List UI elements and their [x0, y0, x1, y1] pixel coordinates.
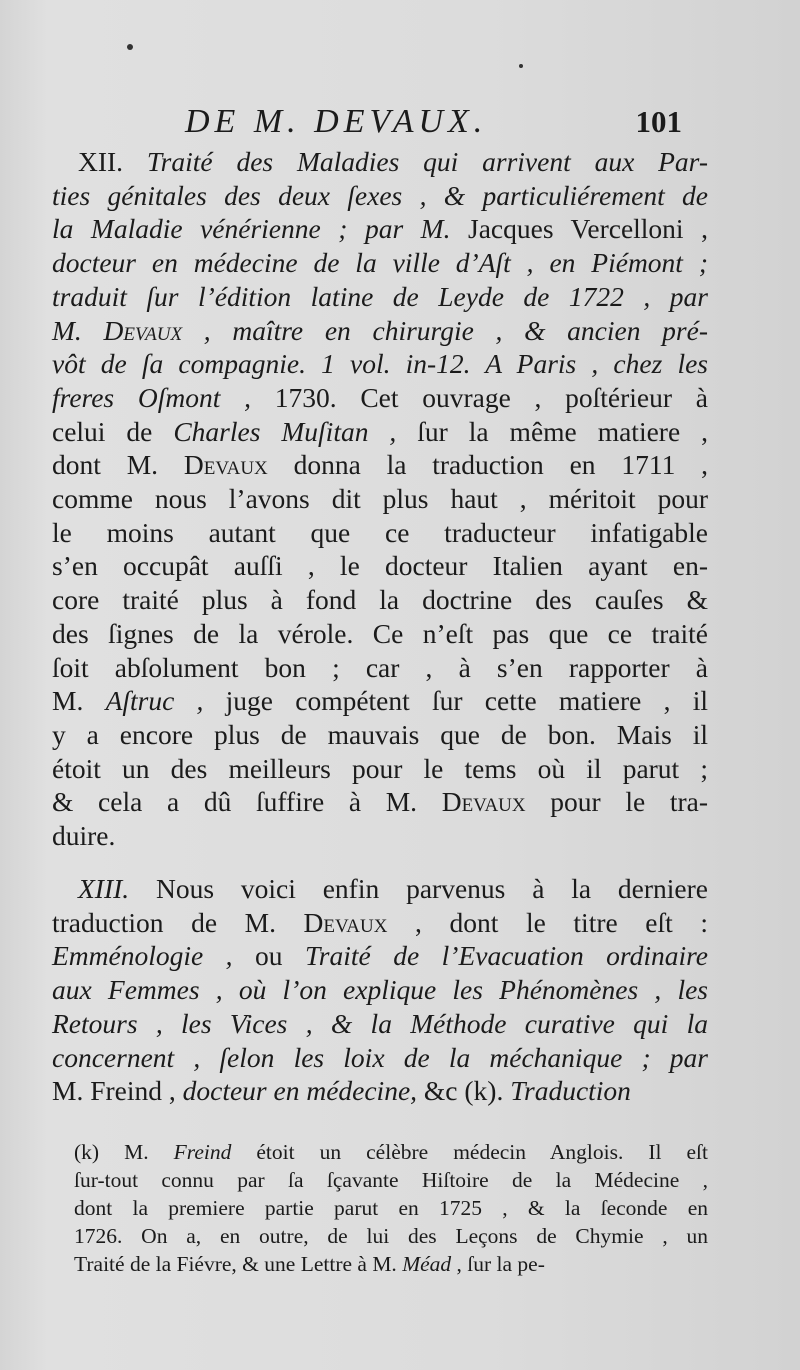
text-run: 1730. Cet ouvrage , poſtérieur à [274, 381, 708, 413]
text-run: M. [52, 685, 106, 717]
text-line [52, 684, 708, 718]
text-run: duire. [52, 820, 116, 852]
footnote-line [74, 1250, 708, 1278]
text-run: Nous voici enfin parvenus à la derniere [156, 873, 708, 904]
text-run: 1726. On a, en outre, de lui des Leçons de Chymie , un [74, 1224, 708, 1248]
footnote-line [74, 1138, 708, 1166]
text-run: étoit un des meilleurs pour le tems où il parut ; [52, 752, 708, 784]
text-run: Emménologie , [52, 940, 256, 972]
text-line [52, 179, 708, 213]
text-line [52, 819, 708, 853]
text-run: &c (k). [423, 1075, 511, 1107]
footnote-line [74, 1222, 708, 1250]
text-run: y a encore plus de mauvais que de bon. Mais il [52, 718, 708, 750]
text-run: dont la premiere partie parut en 1725 , & la ſeconde en [74, 1196, 708, 1220]
text-run: Devaux [441, 786, 526, 818]
text-run: Jacques Vercelloni , [468, 213, 708, 245]
text-line [52, 1041, 708, 1075]
text-run: Méad [402, 1252, 452, 1276]
text-line [52, 415, 708, 449]
text-run: Charles Muſitan , [173, 415, 418, 447]
text-line [52, 482, 708, 516]
text-run: Devaux [303, 906, 388, 938]
text-run: Traduction [510, 1075, 631, 1107]
text-line [52, 246, 708, 280]
text-run: Retours , les Vices , & la Méthode curative qui la [52, 1007, 708, 1039]
text-run: la Maladie vénérienne ; par M. [52, 213, 468, 245]
text-line [52, 381, 708, 415]
text-run: pour le tra- [525, 786, 708, 818]
text-line [52, 1074, 708, 1108]
text-run: Traité de l’Evacuation ordinaire [305, 940, 709, 972]
text-run: dont M. [52, 449, 184, 481]
ink-speck [519, 64, 523, 68]
text-run: docteur en médecine de la ville d’Aſt , en Piémont ; [52, 247, 708, 279]
text-run: docteur en médecine, [182, 1075, 424, 1107]
text-run: étoit un célèbre médecin Anglois. Il eſt [231, 1140, 709, 1164]
text-run: juge compétent ſur cette matiere , il [225, 685, 708, 717]
text-line [52, 583, 708, 617]
text-line [52, 906, 708, 940]
text-line [52, 1007, 708, 1041]
text-line [52, 973, 708, 1007]
text-run: ſur-tout connu par ſa ſçavante Hiſtoire de la Médecine , [74, 1168, 708, 1192]
text-run: concernent , ſelon les loix de la méchanique ; par [52, 1041, 708, 1073]
paragraph-xiii [52, 872, 708, 1108]
text-line [52, 314, 708, 348]
text-line [52, 651, 708, 685]
text-run: XII. [78, 146, 147, 177]
text-run: Traité des Maladies qui arrivent aux Par- [146, 146, 708, 177]
text-line [52, 718, 708, 752]
text-run: s’en occupât auſſi , le docteur Italien ayant en- [52, 550, 708, 582]
text-run: celui de [52, 415, 174, 447]
text-run: ſur la même matiere , [417, 415, 708, 447]
text-run: Traité de la Fiévre, & une Lettre à M. [74, 1252, 403, 1276]
text-run: comme nous l’avons dit plus haut , méritoit pour [52, 483, 708, 515]
text-run: vôt de ſa compagnie. 1 vol. in-12. A Paris , chez les [52, 348, 708, 380]
text-run: aux Femmes , où l’on explique les Phénomènes , les [52, 974, 708, 1006]
text-line [52, 549, 708, 583]
text-run: ou [255, 940, 306, 972]
text-run: , ſur la pe- [451, 1252, 545, 1276]
page-header [185, 103, 682, 141]
text-run: traduction de M. [52, 906, 304, 938]
page-number: 101 [635, 104, 682, 139]
text-run: des ſignes de la vérole. Ce n’eſt pas que ce traité [52, 617, 708, 649]
text-line [52, 212, 708, 246]
text-run: le moins autant que ce traducteur infatigable [52, 516, 708, 548]
text-run: Aſtruc , [105, 685, 226, 717]
running-head: DE M. DEVAUX. [185, 103, 488, 140]
text-line [52, 939, 708, 973]
text-run: , dont le titre eſt : [387, 906, 708, 938]
text-run: freres Oſmont , [52, 381, 275, 413]
footnote-line [74, 1194, 708, 1222]
text-run: & cela a dû ſuffire à M. [52, 786, 442, 818]
text-run: XIII. [78, 873, 156, 904]
text-line [52, 145, 708, 179]
text-run: ties génitales des deux ſexes , & particuliérement de [52, 179, 708, 211]
text-run: maître en chirurgie , & ancien pré- [232, 314, 708, 346]
text-run: donna la traduction en 1711 , [267, 449, 709, 481]
text-line [52, 347, 708, 381]
paragraph-xii [52, 145, 708, 853]
footnote-line [74, 1166, 708, 1194]
text-line [52, 516, 708, 550]
text-line [52, 872, 708, 906]
text-line [52, 280, 708, 314]
text-run: traduit ſur l’édition latine de Leyde de 1722 , par [52, 280, 708, 312]
text-line [52, 448, 708, 482]
text-run: M. Freind , [52, 1075, 183, 1107]
text-line [52, 752, 708, 786]
text-run: M. Devaux , [52, 314, 233, 346]
text-run: ſoit abſolument bon ; car , à s’en rapporter à [52, 651, 708, 683]
text-run: (k) M. [74, 1140, 174, 1164]
text-run: Freind [173, 1140, 232, 1164]
footnote-k [74, 1138, 708, 1278]
text-run: core traité plus à fond la doctrine des cauſes & [52, 584, 708, 616]
text-line [52, 785, 708, 819]
text-run: Devaux [183, 449, 268, 481]
ink-speck [127, 44, 133, 50]
text-line [52, 617, 708, 651]
